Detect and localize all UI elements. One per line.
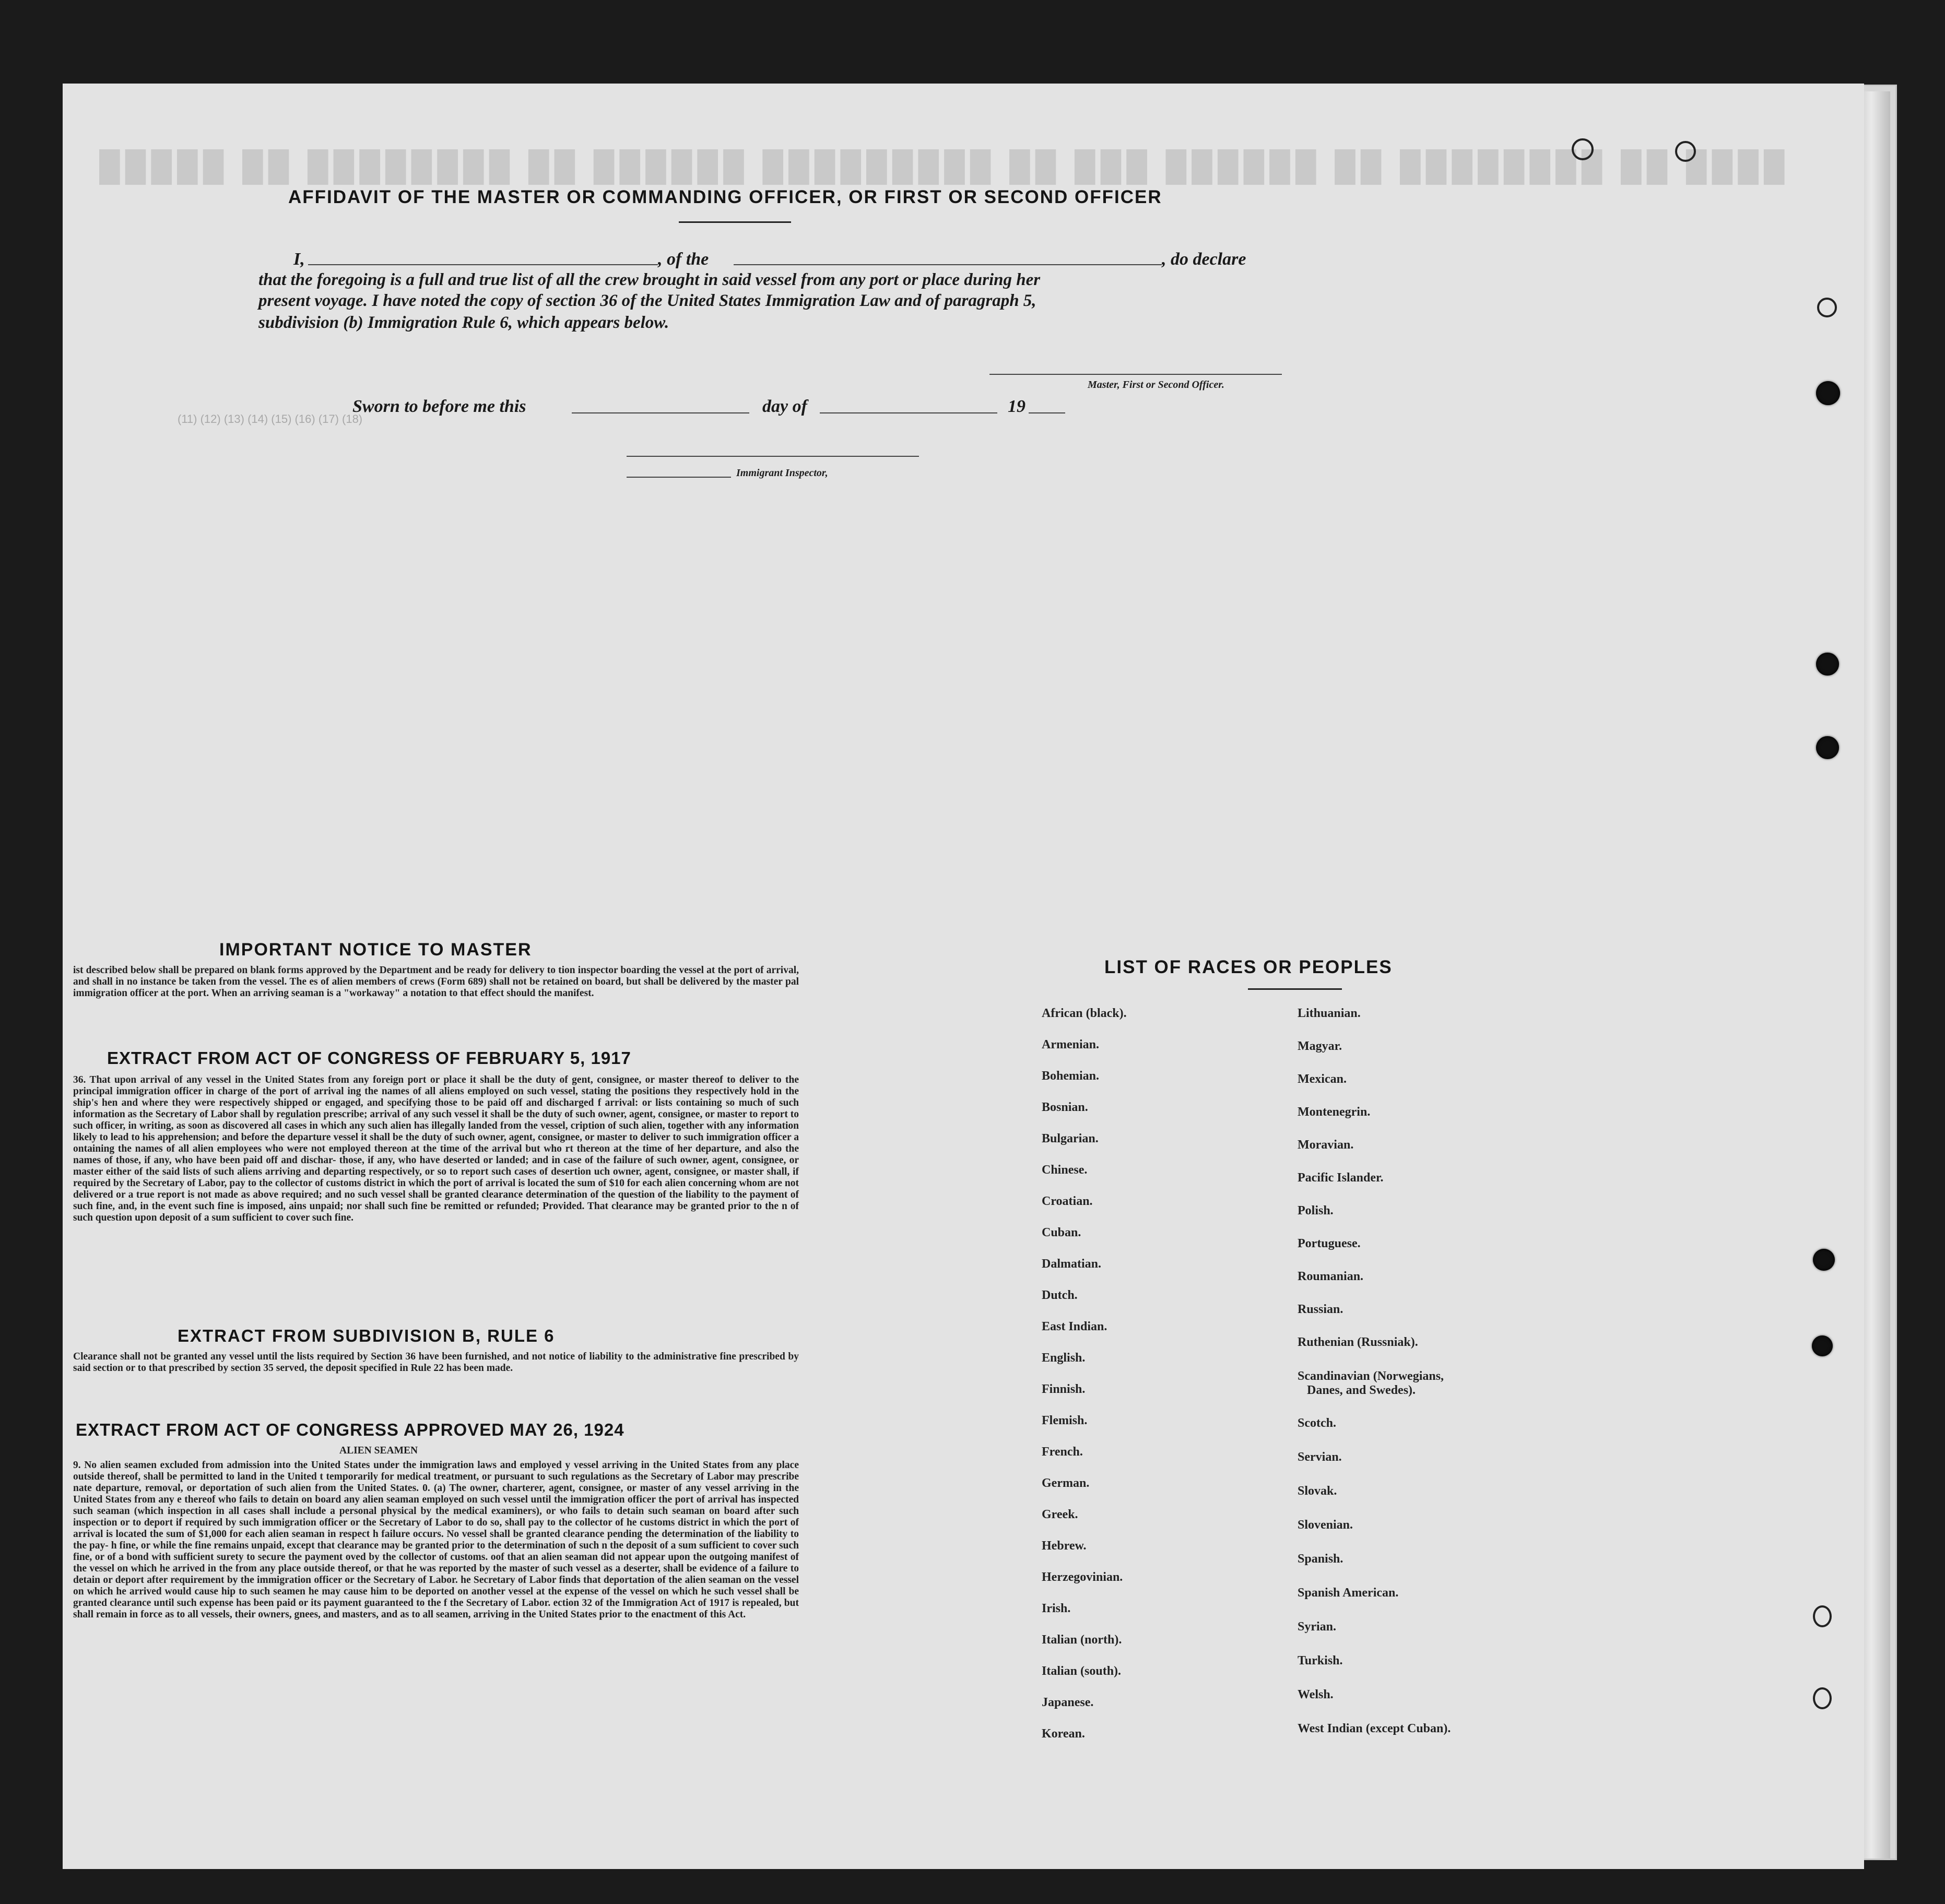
race-item: Bohemian.: [1042, 1069, 1100, 1083]
race-item: Slovenian.: [1298, 1518, 1353, 1532]
bleed-through-header: █████ ██ ████████ ██ ██████ █████████ ██ ███ ██████ ██ ████████ ██ ████: [99, 149, 1790, 182]
race-item: Polish.: [1298, 1204, 1334, 1217]
affidavit-of-the: , of the: [658, 250, 709, 269]
race-item: Servian.: [1298, 1450, 1342, 1464]
race-item: Lithuanian.: [1298, 1007, 1361, 1020]
inspector-signature-line[interactable]: [627, 477, 731, 478]
race-item: Croatian.: [1042, 1195, 1093, 1208]
race-item: Welsh.: [1298, 1688, 1334, 1701]
affidavit-vessel-blank[interactable]: [734, 264, 1162, 265]
rule-6-text: Clearance shall not be granted any vessel until the lists required by Section 36 have been furnished, and not notice of liability to the administrative fine prescribed by said section or to that prescribed by section 35 served, the deposit specified in Rule 22 has been made.: [73, 1351, 799, 1374]
race-item: East Indian.: [1042, 1320, 1107, 1333]
rule-6-title: EXTRACT FROM SUBDIVISION B, RULE 6: [178, 1326, 555, 1345]
race-item: Japanese.: [1042, 1696, 1094, 1709]
affidavit-line3: present voyage. I have noted the copy of section 36 of the United States Immigration Law and of paragraph 5,: [258, 291, 1036, 310]
race-item: Italian (south).: [1042, 1664, 1122, 1678]
master-signature-caption: Master, First or Second Officer.: [1088, 379, 1224, 391]
punch-hole-ring-4: [1813, 1605, 1832, 1627]
affidavit-name-blank[interactable]: [308, 264, 658, 265]
race-item: Spanish.: [1298, 1552, 1343, 1566]
race-item: Syrian.: [1298, 1620, 1337, 1634]
race-item: Irish.: [1042, 1602, 1071, 1615]
sworn-month-blank[interactable]: [820, 412, 997, 413]
race-item: Hebrew.: [1042, 1539, 1087, 1553]
affidavit-i: I,: [293, 250, 305, 269]
race-item: Danes, and Swedes).: [1307, 1383, 1416, 1397]
punch-hole-ring-1: [1572, 138, 1594, 160]
race-item: German.: [1042, 1476, 1090, 1490]
race-item: Mexican.: [1298, 1072, 1347, 1086]
race-item: Spanish American.: [1298, 1586, 1399, 1600]
sworn-day-blank[interactable]: [572, 412, 749, 413]
race-item: Ruthenian (Russniak).: [1298, 1335, 1418, 1349]
races-title: LIST OF RACES OR PEOPLES: [1104, 957, 1393, 977]
act-1924-subtitle: ALIEN SEAMEN: [339, 1445, 418, 1456]
punch-hole-ring-3: [1817, 298, 1837, 317]
affidavit-line4: subdivision (b) Immigration Rule 6, which appears below.: [258, 313, 669, 332]
act-1924-title: EXTRACT FROM ACT OF CONGRESS APPROVED MAY 26, 1924: [76, 1420, 624, 1439]
race-item: French.: [1042, 1445, 1083, 1459]
inspector-signature-line-upper[interactable]: [627, 456, 919, 457]
race-item: Korean.: [1042, 1727, 1085, 1741]
punch-hole-1: [1816, 381, 1840, 405]
master-signature-line[interactable]: [989, 374, 1282, 375]
race-item: Italian (north).: [1042, 1633, 1122, 1647]
race-item: Roumanian.: [1298, 1270, 1364, 1283]
race-item: Scotch.: [1298, 1416, 1336, 1430]
inspector-caption: Immigrant Inspector,: [736, 467, 828, 479]
punch-hole-ring-5: [1813, 1687, 1832, 1709]
punch-hole-4: [1813, 1249, 1835, 1271]
punch-hole-2: [1816, 653, 1839, 676]
notice-title: IMPORTANT NOTICE TO MASTER: [219, 940, 532, 960]
race-item: Dalmatian.: [1042, 1257, 1101, 1271]
race-item: Russian.: [1298, 1303, 1343, 1316]
affidavit-declare: , do declare: [1162, 250, 1246, 269]
race-item: Pacific Islander.: [1298, 1171, 1384, 1185]
affidavit-title-rule: [679, 221, 791, 223]
race-item: Portuguese.: [1298, 1237, 1361, 1250]
race-item: Turkish.: [1298, 1654, 1343, 1668]
race-item: Scandinavian (Norwegians,: [1298, 1369, 1444, 1383]
bleed-through-columns: (11) (12) (13) (14) (15) (16) (17) (18): [178, 412, 363, 425]
punch-hole-5: [1812, 1335, 1833, 1356]
sworn-day-of: day of: [762, 397, 807, 416]
races-title-rule: [1248, 988, 1342, 990]
race-item: Magyar.: [1298, 1039, 1342, 1053]
race-item: Cuban.: [1042, 1226, 1081, 1239]
race-item: Flemish.: [1042, 1414, 1088, 1427]
punch-hole-ring-2: [1675, 141, 1696, 162]
affidavit-title: AFFIDAVIT OF THE MASTER OR COMMANDING OFFICER, OR FIRST OR SECOND OFFICER: [288, 187, 1162, 207]
race-item: African (black).: [1042, 1007, 1127, 1020]
sworn-text: Sworn to before me this: [352, 397, 526, 416]
act-1924-text: 9. No alien seamen excluded from admission into the United States under the immigration laws and employed y vessel arriving in the United States from any place outside thereof, shall be permitted to land in the United t temporarily for medical treatment, or pursuant to such regulations as the Secretary of Labor may prescribe nate departure, removal, or deportation of such alien from the United States. 0. (a) The owner, charterer, agent, consignee, or master of any vessel arriving in the United States from any e thereof who fails to detain on board any alien seaman employed on such vessel until the immigration officer the port of arrival has inspected such seaman (which inspection in all cases shall include a personal physical by the medical examiners), or who fails to detain such seaman on board after such inspection or to deport if required by such immigration officer or the Secretary of Labor to do so, shall pay to the collector of he customs district in which the port of arrival is located the sum of $1,000 for each alien seaman in respect h failure occurs. No vessel shall be granted clearance pending the determination of the liability to the pay- h fine, or while the fine remains unpaid, except that clearance may be granted prior to the determination of such n the deposit of a sum sufficient to cover such fine, or of a bond with sufficient surety to secure the payment oved by the collector of customs. oof that an alien seaman did not appear upon the outgoing manifest of the vessel on which he arrived in the from any place outside thereof, or that he was reported by the master of such vessel as a deserter, shall be evidence of a failure to detain or deport after requirement by the immigration officer or the Secretary of Labor. he Secretary of Labor finds that deportation of the alien seaman on the vessel on which he arrived would cause hip to such seamen he may cause him to be deported on another vessel at the expense of the vessel on which he such vessel shall be granted clearance until such expense has been paid or its payment guaranteed to the f the Secretary of Labor. ection 32 of the Immigration Act of 1917 is repealed, but shall remain in force as to all vessels, their owners, gnees, and masters, and as to all seamen, arriving in the United States prior to the enactment of this Act.: [73, 1460, 799, 1620]
race-item: Slovak.: [1298, 1484, 1337, 1498]
race-item: Dutch.: [1042, 1288, 1078, 1302]
race-item: Herzegovinian.: [1042, 1570, 1123, 1584]
race-item: Moravian.: [1298, 1138, 1354, 1152]
document-page: [63, 84, 1864, 1869]
race-item: Bosnian.: [1042, 1101, 1088, 1114]
race-item: Chinese.: [1042, 1163, 1088, 1177]
race-item: Armenian.: [1042, 1038, 1099, 1051]
race-item: Greek.: [1042, 1508, 1078, 1521]
race-item: Montenegrin.: [1298, 1105, 1371, 1119]
act-1917-title: EXTRACT FROM ACT OF CONGRESS OF FEBRUARY 5, 1917: [107, 1048, 631, 1068]
race-item: Finnish.: [1042, 1382, 1086, 1396]
sworn-year: 19: [1008, 397, 1025, 416]
affidavit-line2: that the foregoing is a full and true list of all the crew brought in said vessel from any port or place during her: [258, 270, 1041, 289]
sworn-year-blank[interactable]: [1029, 412, 1065, 413]
punch-hole-3: [1816, 736, 1839, 759]
notice-text: ist described below shall be prepared on blank forms approved by the Department and be ready for delivery to tion inspector boarding the vessel at the port of arrival, and shall in no instance be taken from the vessel. The es of alien members of crews (Form 689) shall not be retained on board, but shall be delivered by the master pal immigration officer at the port. When an arriving seaman is a "workaway" a notation to that effect should the manifest.: [73, 965, 799, 999]
race-item: English.: [1042, 1351, 1086, 1365]
race-item: Bulgarian.: [1042, 1132, 1099, 1145]
race-item: West Indian (except Cuban).: [1298, 1722, 1451, 1735]
act-1917-text: 36. That upon arrival of any vessel in the United States from any foreign port or place it shall be the duty of gent, consignee, or master thereof to deliver to the principal immigration officer in charge of the port of arrival ing the names of all aliens employed on such vessel, stating the positions they respectively hold in the ship's hen and where they were respectively shipped or engaged, and specifying those to be paid off and discharged f arrival: or lists containing so much of such information as the Secretary of Labor shall by regulation prescribe; arrival of any such vessel it shall be the duty of such owner, agent, consignee, or master to report to such officer, in writing, as soon as discovered all cases in which any such alien has illegally landed from the vessel, cription of such alien, together with any information likely to lead to his apprehension; and before the departure vessel it shall be the duty of such owner, agent, consignee, or master to deliver to such immigration officer a ontaining the names of all alien employees who were not employed thereon at the time of the arrival but who rt thereon at the time of her departure, and also the names of those, if any, who have been paid off and dischar- those, if any, who have deserted or landed; and in case of the failure of such owner, agent, consignee, or master either of the said lists of such aliens arriving and departing respectively, or so to report such cases of desertion uch owner, agent, consignee, or master shall, if required by the Secretary of Labor, pay to the collector of customs district in which the port of arrival is located the sum of $10 for each alien concerning whom are not delivered or a true report is not made as above required; and no such vessel shall be granted clearance determination of the question of the liability to the payment of such fine, and, in the event such fine is imposed, ains unpaid; nor shall such fine be remitted or refunded; Provided. That clearance may be granted prior to the n of such question upon deposit of a sum sufficient to cover such fine.: [73, 1074, 799, 1223]
